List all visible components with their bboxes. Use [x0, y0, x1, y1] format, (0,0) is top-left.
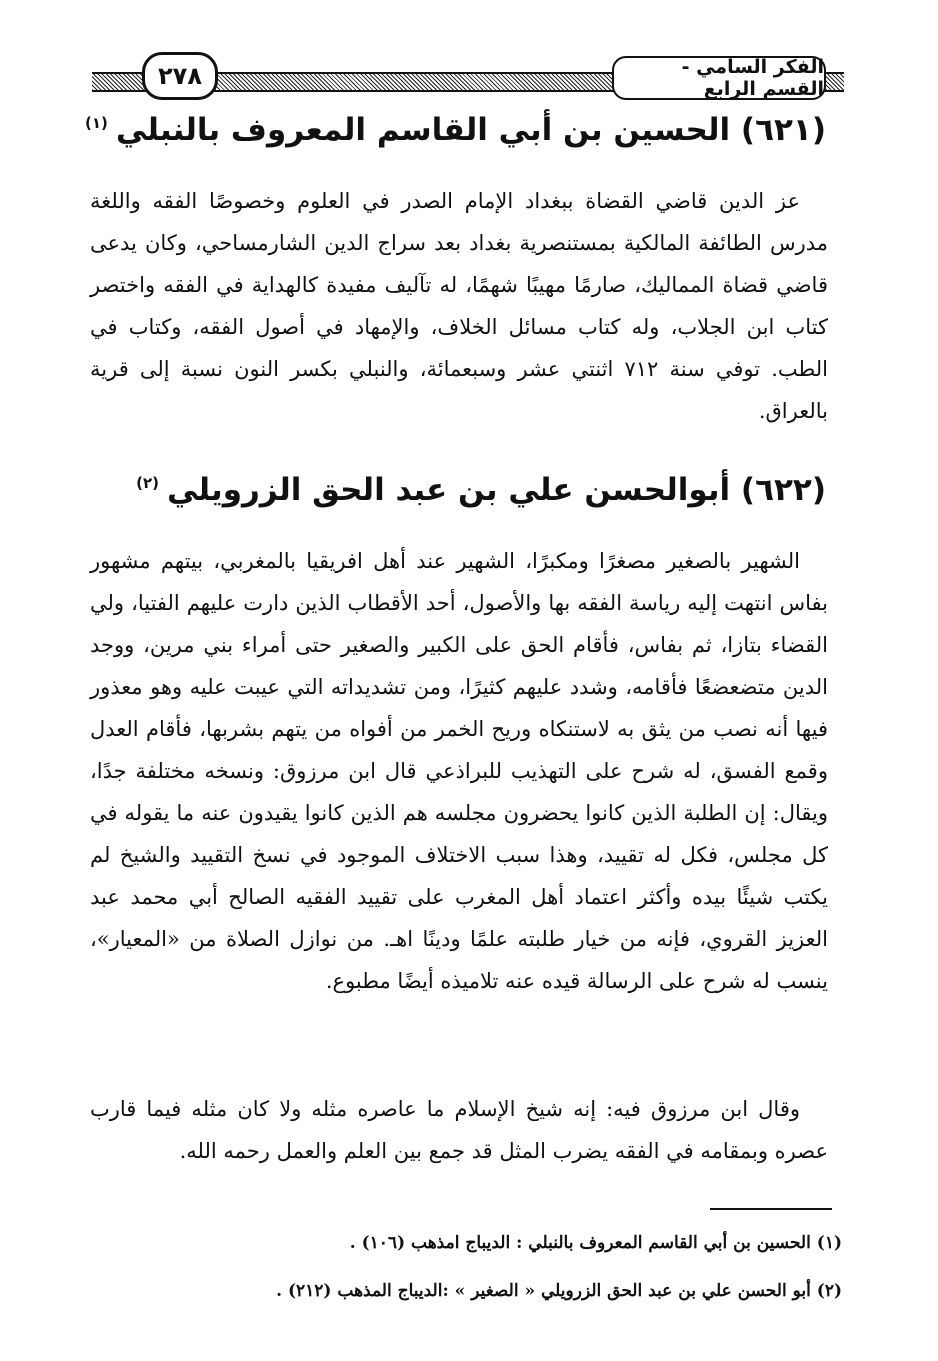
entry-622-paragraph-1: الشهير بالصغير مصغرًا ومكبرًا، الشهير عند أهل افريقيا بالمغربي، بيتهم مشهور بفاس انتهت إليه رياسة الفقه بها والأصول، أحد الأقطاب الذين دارت عليهم الفتيا، ولي القضاء بتازا، ثم بفاس، فأقام الحق على الكبير والصغير حتى أمراء بني مرين، ووجد الدين متضعضعًا فأقامه، وشدد عليهم كثيرًا، ومن تشديداته التي عيبت عليه وهو معذور فيها أنه نصب من يثق به لاستنكاه وريح الخمر من أفواه من يتهم بشربها، فأقام العدل وقمع الفسق، له شرح على التهذيب للبراذعي قال ابن مرزوق: ونسخه مختلفة جدًا، ويقال: إن الطلبة الذين كانوا يحضرون مجلسه هم الذين كانوا يقيدون عنه ما يقوله في كل مجلس، فكل له تقييد، وهذا سبب الاختلاف الموجود في نسخ التقييد والشيخ لم يكتب شيئًا بيده وأكثر اعتماد أهل المغرب على تقييد الفقيه الصالح أبي محمد عبد العزيز القروي، فإنه من خيار طلبته علمًا ودينًا اهـ. من نوازل الصلاة من «المعيار»، ينسب له شرح على الرسالة قيده عنه تلاميذه أيضًا مطبوع.	[90, 549, 829, 993]
entry-621-paragraph: عز الدين قاضي القضاة ببغداد الإمام الصدر في العلوم وخصوصًا الفقه واللغة مدرس الطائفة المالكية بمستنصرية بغداد بعد سراج الدين الشارمساحي، وكان يدعى قاضي قضاة المماليك، صارمًا مهيبًا شهمًا، له تآليف مفيدة كالهداية في الفقه واختصر كتاب ابن الجلاب، وله كتاب مسائل الخلاف، والإمهاد في أصول الفقه، وكتاب في الطب. توفي سنة ٧١٢ اثنتي عشر وسبعمائة، والنبلي بكسر النون نسبة إلى قرية بالعراق.	[90, 189, 828, 423]
entry-heading-text: (٦٢١) الحسين بن أبي القاسم المعروف بالنبلي	[115, 112, 826, 148]
footnote-1: (١) الحسين بن أبي القاسم المعروف بالنبلي : الديباج امذهب (١٠٦) .	[349, 1233, 842, 1253]
running-title	[612, 56, 826, 100]
entry-622-paragraph-2: وقال ابن مرزوق فيه: إنه شيخ الإسلام ما عاصره مثله ولا كان مثله فيما قارب عصره وبمقامه في الفقه يضرب المثل قد جمع بين العلم والعمل رحمه الله.	[90, 1097, 828, 1163]
footnote-reference: (٢)	[136, 474, 160, 492]
footnote-2: (٢) أبو الحسن علي بن عبد الحق الزرويلي « الصغير » :الديباج المذهب (٢١٢) .	[276, 1281, 842, 1301]
entry-heading-622	[136, 472, 826, 508]
page-header	[92, 42, 844, 104]
page-number	[142, 52, 218, 100]
footnote-separator	[710, 1208, 832, 1210]
page-number-text: ٢٧٨	[158, 62, 202, 90]
entry-heading-text: (٦٢٢) أبوالحسن علي بن عبد الحق الزرويلي	[167, 472, 826, 508]
running-title-text: الفكر السامي - القسم الرابع	[681, 56, 824, 100]
footnote-reference: (١)	[85, 114, 108, 132]
entry-heading-621	[85, 112, 826, 148]
